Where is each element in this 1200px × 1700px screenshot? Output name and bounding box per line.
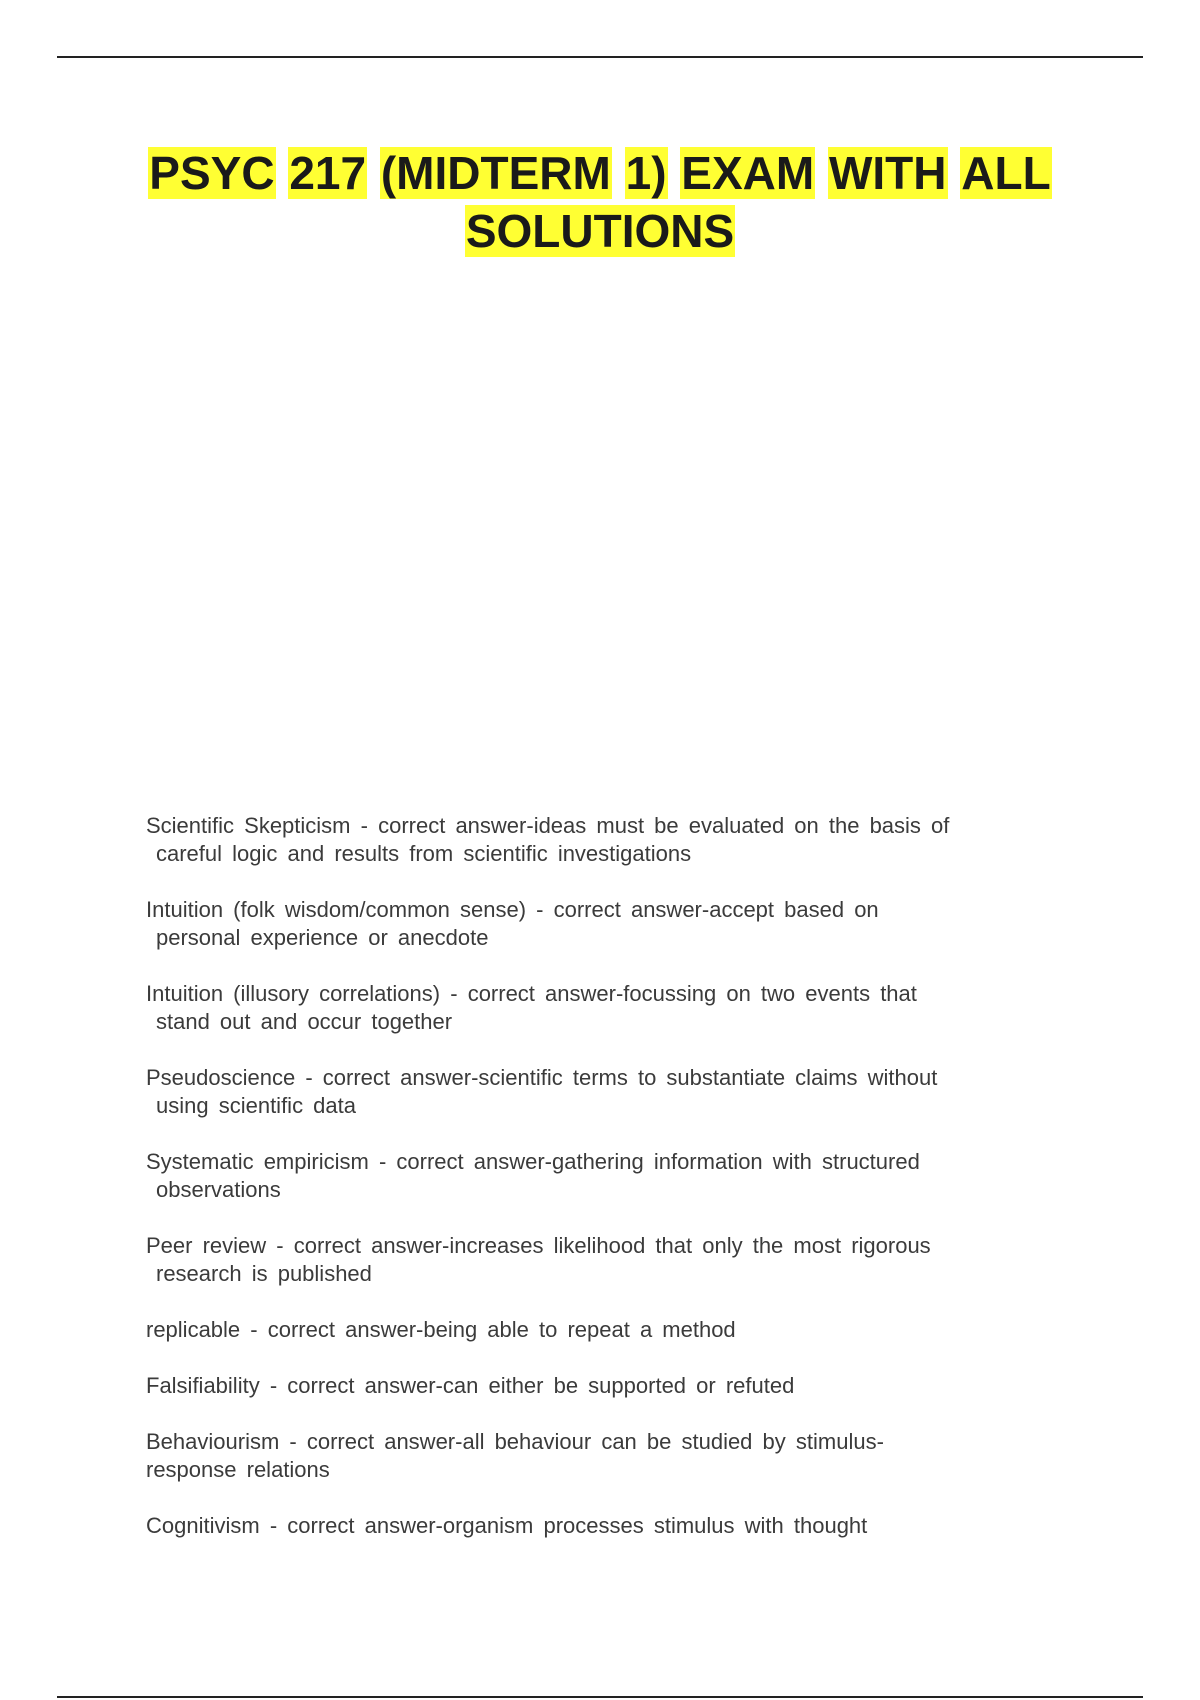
qa-answer-continued: careful logic and results from scientific investigations [156,841,692,866]
qa-answer-continued: stand out and occur together [156,1009,453,1034]
qa-term: Cognitivism [146,1513,260,1538]
title-word: 1) [625,147,667,199]
qa-separator: - [536,897,544,922]
qa-separator: - [450,981,458,1006]
qa-item [146,812,1046,868]
qa-term: Peer review [146,1233,267,1258]
qa-answer: correct answer-focussing on two events that [467,981,917,1006]
title-word: EXAM [681,147,815,199]
qa-answer: correct answer-all behaviour can be studied by stimulus- [306,1429,884,1454]
qa-item [146,1512,1046,1540]
qa-answer: correct answer-organism processes stimulus with thought [287,1513,868,1538]
title-line-1 [60,144,1140,202]
qa-term: Scientific Skepticism [146,813,351,838]
qa-term: Systematic empiricism [146,1149,369,1174]
qa-separator: - [276,1233,284,1258]
title-word: 217 [289,147,367,199]
qa-separator: - [289,1429,297,1454]
qa-item [146,1232,1046,1288]
qa-term: Intuition (folk wisdom/common sense) [146,897,527,922]
qa-item [146,896,1046,952]
qa-term: replicable [146,1317,241,1342]
qa-item [146,1316,1046,1344]
qa-term: Falsifiability [146,1373,260,1398]
qa-answer: correct answer-being able to repeat a method [267,1317,736,1342]
qa-answer: correct answer-scientific terms to substantiate claims without [322,1065,938,1090]
qa-answer-continued: using scientific data [156,1093,356,1118]
bottom-rule [57,1696,1143,1698]
qa-list [146,812,1046,1568]
qa-answer: correct answer-can either be supported or refuted [287,1373,795,1398]
qa-answer: correct answer-accept based on [553,897,879,922]
qa-answer-continued: observations [156,1177,281,1202]
qa-answer-continued: response relations [146,1457,330,1482]
document-title [60,144,1140,260]
qa-separator: - [250,1317,258,1342]
title-line-2 [60,202,1140,260]
qa-item [146,1372,1046,1400]
title-word: SOLUTIONS [465,205,735,257]
qa-separator: - [305,1065,313,1090]
qa-separator: - [269,1373,278,1398]
title-word: WITH [828,147,947,199]
qa-separator: - [360,813,368,838]
title-word: PSYC [149,147,275,199]
qa-separator: - [378,1149,387,1174]
qa-answer: correct answer-ideas must be evaluated on the basis of [378,813,950,838]
qa-answer: correct answer-gathering information with structured [396,1149,920,1174]
qa-term: Intuition (illusory correlations) [146,981,441,1006]
qa-item [146,1148,1046,1204]
qa-item [146,980,1046,1036]
qa-term: Behaviourism [146,1429,280,1454]
qa-term: Pseudoscience [146,1065,296,1090]
top-rule [57,56,1143,58]
title-word: (MIDTERM [380,147,611,199]
qa-answer-continued: research is published [156,1261,372,1286]
qa-answer-continued: personal experience or anecdote [156,925,489,950]
qa-item [146,1428,1046,1484]
qa-separator: - [269,1513,278,1538]
qa-item [146,1064,1046,1120]
title-word: ALL [961,147,1051,199]
qa-answer: correct answer-increases likelihood that only the most rigorous [293,1233,931,1258]
